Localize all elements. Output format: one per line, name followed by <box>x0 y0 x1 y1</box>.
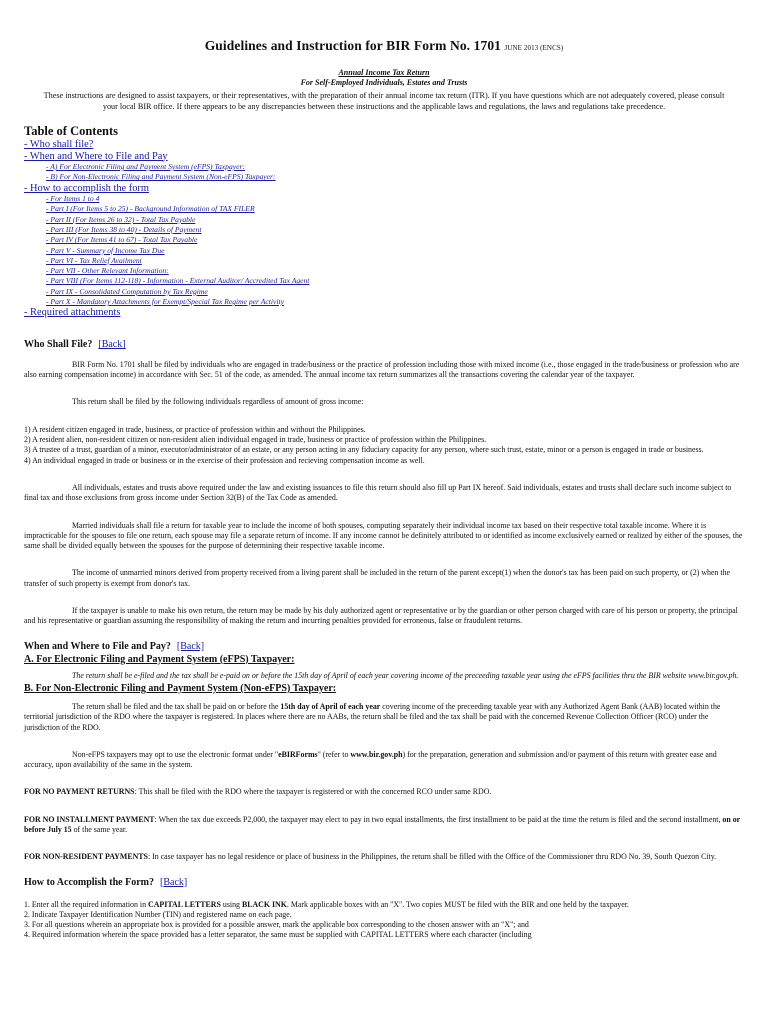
title-date: JUNE 2013 (ENCS) <box>504 44 564 52</box>
toc-link-how-item[interactable]: - Part I (For Items 5 to 25) - Background Information of TAX FILER <box>46 204 255 214</box>
section-when-heading <box>24 641 744 652</box>
toc-link-when[interactable]: - When and Where to File and Pay <box>24 150 168 162</box>
who-paragraph: Married individuals shall file a return for taxable year to include the income of both spouses, computing separately their individual income tax based on their respective total taxable income. Where it is impracticable for the spouses to file one return, each spouse may file a separate return of income. If any income cannot be definitely attributed to or identified as income exclusively earned or realized by either of the spouses, the same shall be divided equally between the spouses for the purpose of determining their respective taxable income. <box>24 520 743 551</box>
no-installment-paragraph <box>24 815 744 836</box>
how-list <box>24 900 744 941</box>
efps-heading: A. For Electronic Filing and Payment System (eFPS) Taxpayer: <box>24 653 295 665</box>
list-item: 2) A resident alien, non-resident citizen or non-resident alien individual engaged in trade, business or practice of profession within the Philippines. <box>24 435 487 445</box>
text-run: : In case taxpayer has no legal residence or place of business in the Philippines, the return shall be filled with the Office of the Commissioner thru RDO No. 39, South Quezon City. <box>147 852 717 862</box>
who-paragraph: All individuals, estates and trusts above required under the law and existing issuances to file this return should also fill up Part IX hereof. Said individuals, estates and trusts shall declare such income subject to final tax and those exclusions from gross income under Section 32(B) of the Tax Code as amended. <box>24 482 732 503</box>
title-text: Guidelines and Instruction for BIR Form No. 1701 <box>204 38 502 53</box>
when-heading-text: When and Where to File and Pay? <box>24 640 171 652</box>
text-run: : When the tax due exceeds P2,000, the taxpayer may elect to pay in two equal installments, the first installment to be paid at the time the return is filed and the second installment, <box>154 814 723 824</box>
toc-link-required[interactable]: - Required attachments <box>24 307 121 319</box>
toc-link-how-item[interactable]: - Part VIII (For Items 112-118) - Information - External Auditor/ Accredited Tax Agent <box>46 276 310 286</box>
page-title <box>24 38 744 54</box>
who-paragraph: This return shall be filed by the following individuals regardless of amount of gross income: <box>72 397 364 407</box>
text-run: ) for the preparation, generation and submission and/or payment of this return with greater ease and accuracy, upon availability of the same in the system. <box>24 749 717 770</box>
efps-paragraph: The return shall be e-filed and the tax shall be e-paid on or before the 15th day of April of each year covering income of the preceeding taxable year using the eFPS facilities thru the BIR website www.bir.gov.ph. <box>72 670 739 680</box>
text-run: 1. Enter all the required information in <box>24 899 149 909</box>
toc-link-efps[interactable]: - A) For Electronic Filing and Payment System (eFPS) Taxpayer: <box>46 162 246 171</box>
text-run-bold: BLACK INK <box>241 899 287 909</box>
how-heading-text: How to Accomplish the Form? <box>24 876 154 888</box>
who-heading-text: Who Shall File? <box>24 338 93 350</box>
non-resident-paragraph <box>24 852 744 862</box>
list-item: 3. For all questions wherein an appropriate box is provided for a possible answer, mark the applicable box corresponding to the chosen answer with an "X"; and <box>24 920 529 930</box>
text-run-bold: on or before July 15 <box>24 814 741 834</box>
text-run: of the same year. <box>71 824 128 834</box>
list-item: 4. Required information wherein the space provided has a letter separator, the same must be supplied with CAPITAL LETTERS where each character (including <box>24 930 532 940</box>
back-link[interactable]: [Back] <box>176 640 205 652</box>
non-efps-paragraph <box>24 702 744 733</box>
toc-heading: Table of Contents <box>24 124 118 138</box>
toc-link-non-efps[interactable]: - B) For Non-Electronic Filing and Payment System (Non-eFPS) Taxpayer: <box>46 172 276 182</box>
section-who-heading <box>24 339 744 350</box>
non-efps-paragraph <box>24 750 744 771</box>
toc-link-how-item[interactable]: - Part V - Summary of Income Tax Due <box>46 245 165 255</box>
list-item: 1) A resident citizen engaged in trade, business, or practice of profession within and without the Philippines. <box>24 424 366 434</box>
list-item: 3) A trustee of a trust, guardian of a minor, executor/administrator of an estate, or any person acting in any fiduciary capacity for any person, where such trust, estate, minor or a person is engaged in trade or business. <box>24 445 704 455</box>
no-payment-paragraph <box>24 787 744 797</box>
who-paragraph: The income of unmarried minors derived from property received from a living parent shall be included in the return of the parent except(1) when the donor's tax has been paid on such property, or (2) when the transfer of such property is exempt from donor's tax. <box>24 568 731 588</box>
text-run: . Mark applicable boxes with an "X". Two copies MUST be filed with the BIR and one held by the taxpayer. <box>286 899 629 909</box>
subtitle-for: For Self-Employed Individuals, Estates and Trusts <box>300 78 468 87</box>
text-run: The return shall be filed and the tax shall be paid on or before the <box>72 701 281 711</box>
text-run-bold: CAPITAL LETTERS <box>148 899 221 909</box>
toc-how-items <box>24 194 744 307</box>
text-run-bold: www.bir.gov.ph <box>350 749 403 759</box>
text-run: Non-eFPS taxpayers may opt to use the electronic format under " <box>72 749 279 759</box>
subtitle-form: Annual Income Tax Return <box>338 68 430 77</box>
toc-link-how[interactable]: - How to accomplish the form <box>24 182 149 194</box>
table-of-contents <box>24 139 744 319</box>
toc-link-how-item[interactable]: - For Items 1 to 4 <box>46 194 100 204</box>
text-run-bold: FOR NO PAYMENT RETURNS <box>24 787 135 797</box>
list-item <box>24 900 744 910</box>
toc-link-how-item[interactable]: - Part VI - Tax Relief Availment <box>46 255 142 265</box>
text-run: using <box>220 899 242 909</box>
section-how-heading <box>24 877 744 888</box>
toc-link-how-item[interactable]: - Part X - Mandatory Attachments for Exempt/Special Tax Regime per Activity <box>46 297 284 307</box>
toc-link-how-item[interactable]: - Part IV (For Items 41 to 67) - Total Tax Payable <box>46 235 198 245</box>
who-list <box>24 425 744 466</box>
text-run-bold: FOR NON-RESIDENT PAYMENTS <box>24 852 148 862</box>
who-paragraph: If the taxpayer is unable to make his own return, the return may be made by his duly authorized agent or representative or by the guardian or other person charged with care of his person or property, the principal and his representative or guardian assuming the responsibility of making the return and incurring penalties provided for erroneous, false or fraudulent returns. <box>24 606 738 626</box>
text-run: covering income of the preceeding taxable year with any Authorized Agent Bank (AAB) located within the territorial jurisdiction of the RDO where the taxpayer is registered. In places where there are no AABs, the return shall be filed and the tax shall be paid with the concerned Revenue Collection Officer (RCO) under the jurisdiction of the RDO. <box>24 701 721 732</box>
non-efps-heading: B. For Non-Electronic Filing and Payment System (Non-eFPS) Taxpayer: <box>24 682 337 694</box>
document-page <box>24 0 744 941</box>
list-item: 2. Indicate Taxpayer Identification Number (TIN) and registered name on each page. <box>24 909 292 919</box>
text-run: " (refer to <box>317 749 351 759</box>
toc-link-how-item[interactable]: - Part III (For Items 38 to 40) - Details of Payment <box>46 224 202 234</box>
intro-paragraph: These instructions are designed to assist taxpayers, or their representatives, with the preparation of their annual income tax return (ITR). If you have questions which are not adequately covered, please consult your local BIR office. If there appears to be any discrepancies between these instructions and the applicable laws and regulations, the laws and regulations take precedence. <box>43 91 725 111</box>
text-run: : This shall be filed with the RDO where the taxpayer is registered or with the concerned RCO under same RDO. <box>134 787 492 797</box>
text-run-bold: 15th day of April of each year <box>280 701 381 711</box>
back-link[interactable]: [Back] <box>98 338 126 350</box>
list-item: 4) An individual engaged in trade or business or in the exercise of their profession and recieving compensation income as well. <box>24 455 425 465</box>
toc-link-who[interactable]: - Who shall file? <box>24 139 94 150</box>
toc-link-how-item[interactable]: - Part VII - Other Relevant Information: <box>46 266 169 276</box>
toc-link-how-item[interactable]: - Part IX - Consolidated Computation by Tax Regime <box>46 286 208 296</box>
toc-link-how-item[interactable]: - Part II (For Items 26 to 32) - Total Tax Payable <box>46 214 196 224</box>
text-run-bold: eBIRForms <box>278 749 318 759</box>
back-link[interactable]: [Back] <box>160 876 188 888</box>
text-run-bold: FOR NO INSTALLMENT PAYMENT <box>24 814 155 824</box>
who-paragraph: BIR Form No. 1701 shall be filed by individuals who are engaged in trade/business or the practice of profession including those with mixed income (i.e., those engaged in the trade/business or profession who are also earning compensation income) in accordance with Sec. 51 of the code, as amended. The annual income tax return summarizes all the transactions covering the calendar year of the taxpayer. <box>24 359 740 380</box>
